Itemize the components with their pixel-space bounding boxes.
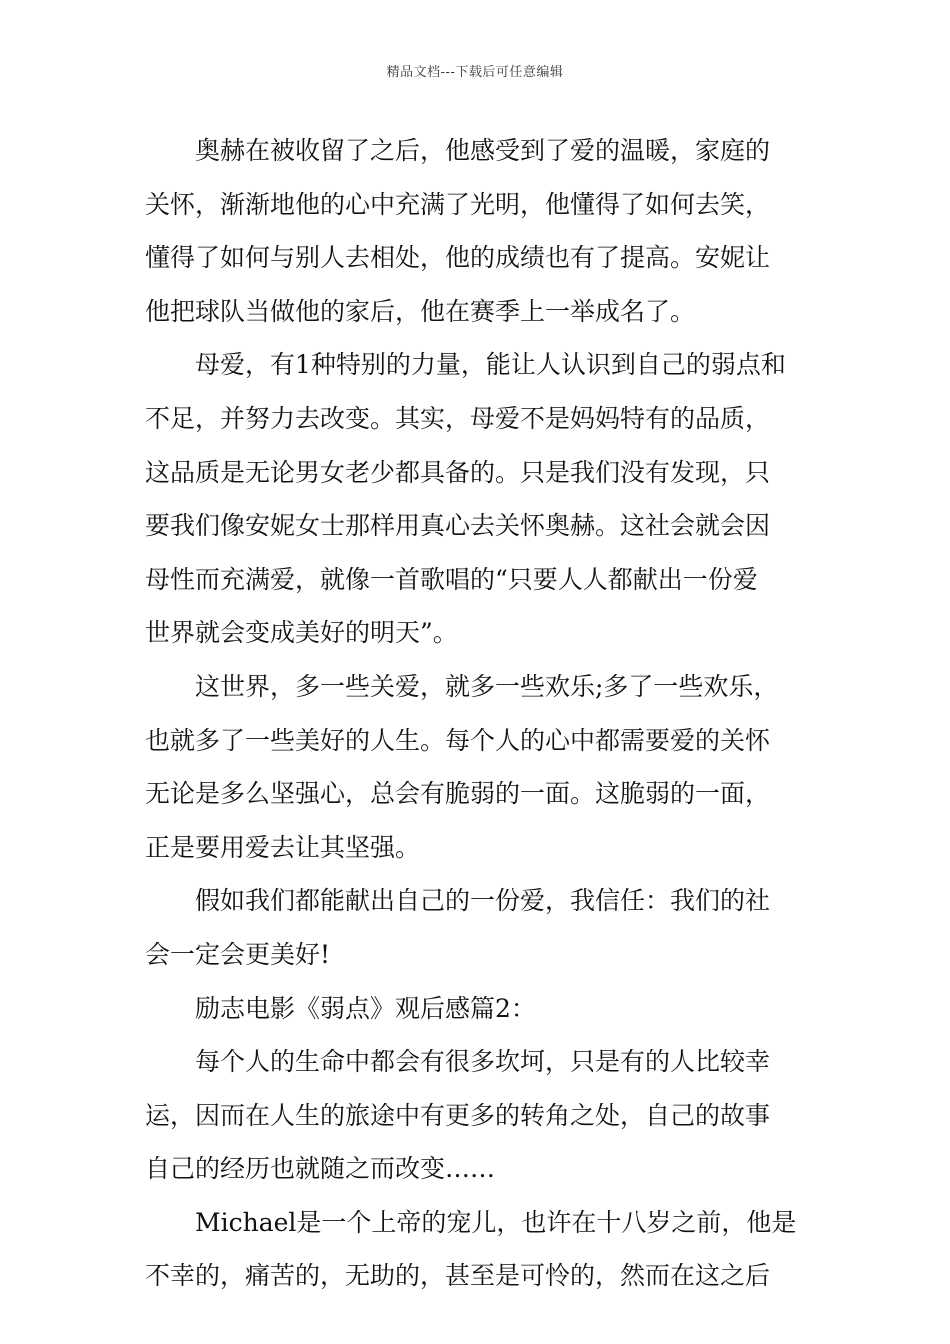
text-line: 母爱，有1种特别的力量，能让人认识到自己的弱点和: [195, 350, 786, 380]
paragraph-2: [145, 338, 810, 660]
text-line: 会一定会更美好!: [145, 939, 331, 969]
paragraph-3: [145, 660, 810, 874]
text-line: 这世界，多一些关爱，就多一些欢乐;多了一些欢乐，: [195, 671, 779, 701]
text-line: 奥赫在被收留了之后，他感受到了爱的温暖，家庭的: [195, 136, 771, 165]
text-line: 要我们像安妮女士那样用真心去关怀奥赫。这社会就会因: [145, 511, 771, 541]
text-line: 也就多了一些美好的人生。每个人的心中都需要爱的关怀: [145, 725, 771, 755]
text-line: 不幸的，痛苦的，无助的，甚至是可怜的，然而在这之后: [145, 1261, 771, 1291]
text-line: 自己的经历也就随之而改变……: [145, 1154, 496, 1184]
text-line: 无论是多么坚强心，总会有脆弱的一面。这脆弱的一面，: [145, 779, 771, 809]
text-line: 懂得了如何与别人去相处，他的成绩也有了提高。安妮让: [145, 243, 771, 273]
text-line: 运，因而在人生的旅途中有更多的转角之处，自己的故事: [145, 1100, 771, 1130]
text-line: 正是要用爱去让其坚强。: [145, 832, 421, 862]
text-line: 关怀，渐渐地他的心中充满了光明，他懂得了如何去笑，: [145, 189, 771, 219]
paragraph-4: [145, 874, 810, 981]
text-line: 每个人的生命中都会有很多坎坷，只是有的人比较幸: [195, 1047, 771, 1077]
text-line: 世界就会变成美好的明天”。: [145, 618, 458, 648]
text-line: 这品质是无论男女老少都具备的。只是我们没有发现，只: [145, 457, 771, 487]
document-body: [145, 124, 810, 1303]
text-line: 不足，并努力去改变。其实，母爱不是妈妈特有的品质，: [145, 403, 771, 433]
page-header: 精品文档---下载后可任意编辑: [386, 65, 564, 80]
section-heading: [145, 982, 810, 1036]
text-line: 他把球队当做他的家后，他在赛季上一举成名了。: [145, 296, 696, 326]
section-title: 励志电影《弱点》观后感篇2：: [195, 993, 536, 1023]
text-line: 母性而充满爱，就像一首歌唱的“只要人人都献出一份爱: [145, 564, 758, 594]
text-line: 假如我们都能献出自己的一份爱，我信任：我们的社: [195, 886, 771, 916]
paragraph-6: [145, 1196, 810, 1303]
text-line: Michael是一个上帝的宠儿，也许在十八岁之前，他是: [195, 1207, 797, 1237]
paragraph-1: [145, 124, 810, 338]
paragraph-5: [145, 1035, 810, 1196]
